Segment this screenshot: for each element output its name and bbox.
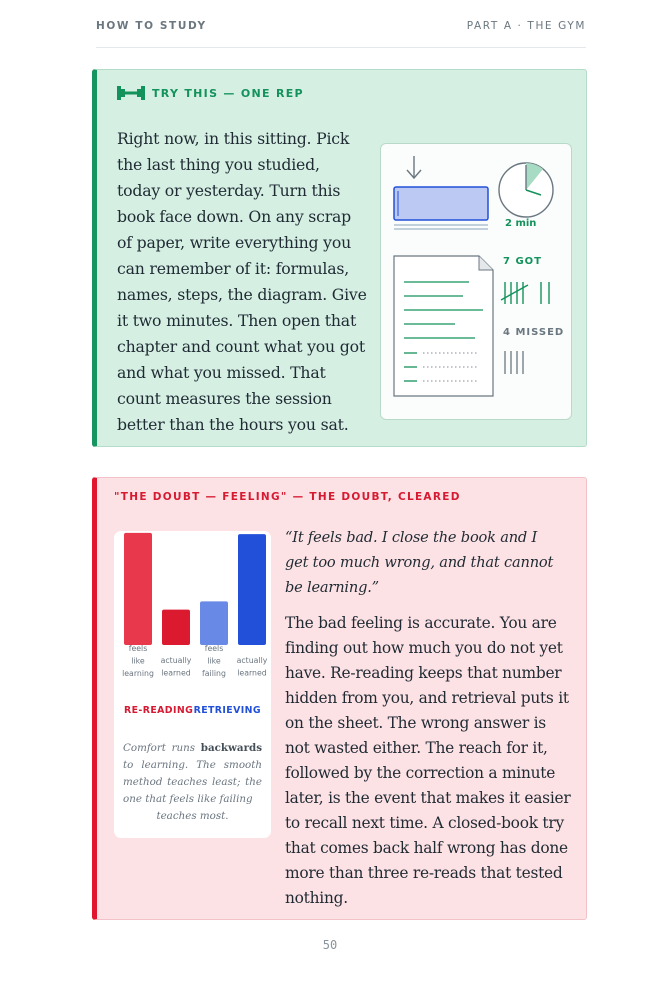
bar-label-2: actually <box>160 656 192 665</box>
try-this-label: TRY THIS — ONE REP <box>152 86 304 100</box>
missed-tally-marks <box>505 351 523 374</box>
bar-3 <box>200 601 228 645</box>
running-head-title: HOW TO STUDY <box>96 20 207 32</box>
timer-label: 2 min <box>505 218 537 229</box>
caption-emphasis: backwards <box>200 742 262 754</box>
doubt-box <box>92 477 587 920</box>
chart-legend <box>114 705 271 716</box>
dumbbell-icon <box>117 86 145 100</box>
try-this-box <box>92 69 587 447</box>
got-count-label: 7 GOT <box>503 256 542 267</box>
caption-text: Comfort runs <box>123 742 201 754</box>
try-this-body: Right now, in this sitting. Pick the last thing you studied, today or yesterday. Turn this book face down. On any scrap of paper, write everything you can remember of it: formulas, names, steps, the diagram. Give it two minutes. Then open that chapter and count what you got and what you missed. That count measures the session better than the hours you sat. <box>117 129 367 434</box>
timer-icon <box>499 163 553 217</box>
legend-retrieving: RETRIEVING <box>193 705 261 716</box>
page-number: 50 <box>322 938 338 952</box>
bar-2 <box>162 610 190 645</box>
doubt-quote: “It feels bad. I close the book and I get too much wrong, and that cannot be learning.” <box>285 529 554 596</box>
bar-4 <box>238 534 266 645</box>
bar-label-3: like <box>207 656 221 666</box>
bar-label-1: like <box>131 656 145 666</box>
got-tally-marks <box>501 282 549 304</box>
missed-count-label: 4 MISSED <box>503 327 565 338</box>
running-head <box>96 20 586 48</box>
caption-last-line: teaches most. <box>156 810 229 822</box>
bar-label-2: learned <box>161 668 191 678</box>
running-head-section: PART A · THE GYM <box>466 20 586 32</box>
bar-label-1: learning <box>122 669 154 678</box>
bar-1 <box>124 533 152 645</box>
comfort-chart <box>114 531 271 838</box>
bar-label-3: feels <box>204 644 224 653</box>
chart-caption <box>123 740 262 825</box>
legend-re-reading: RE-READING <box>124 705 194 716</box>
bar-label-1: feels <box>128 644 148 653</box>
caption-text-rest: to learning. The smooth method teaches least; the one that feels like failing <box>123 759 262 805</box>
doubt-answer-body: The bad feeling is accurate. You are finding out how much you do not yet have. Re-reading keeps that number hidden from you, and retrieval puts it on the sheet. The wrong answer is not wasted either. The reach for it, followed by the correction a minute later, is the event that makes it easier to recall next time. A closed-book try that comes back half wrong has done more than three re-reads that tested nothing. <box>285 614 571 907</box>
closed-book-icon <box>394 187 488 229</box>
recall-sheet-icon <box>394 256 493 396</box>
try-this-header <box>117 86 304 100</box>
one-rep-illustration <box>380 143 572 420</box>
comfort-bar-chart <box>114 531 271 701</box>
bar-label-4: learned <box>237 668 267 678</box>
bar-label-4: actually <box>236 656 268 665</box>
bar-label-3: failing <box>202 669 226 678</box>
doubt-label: "THE DOUBT — FEELING" — THE DOUBT, CLEARED <box>114 491 461 503</box>
down-arrow-icon <box>407 156 421 178</box>
